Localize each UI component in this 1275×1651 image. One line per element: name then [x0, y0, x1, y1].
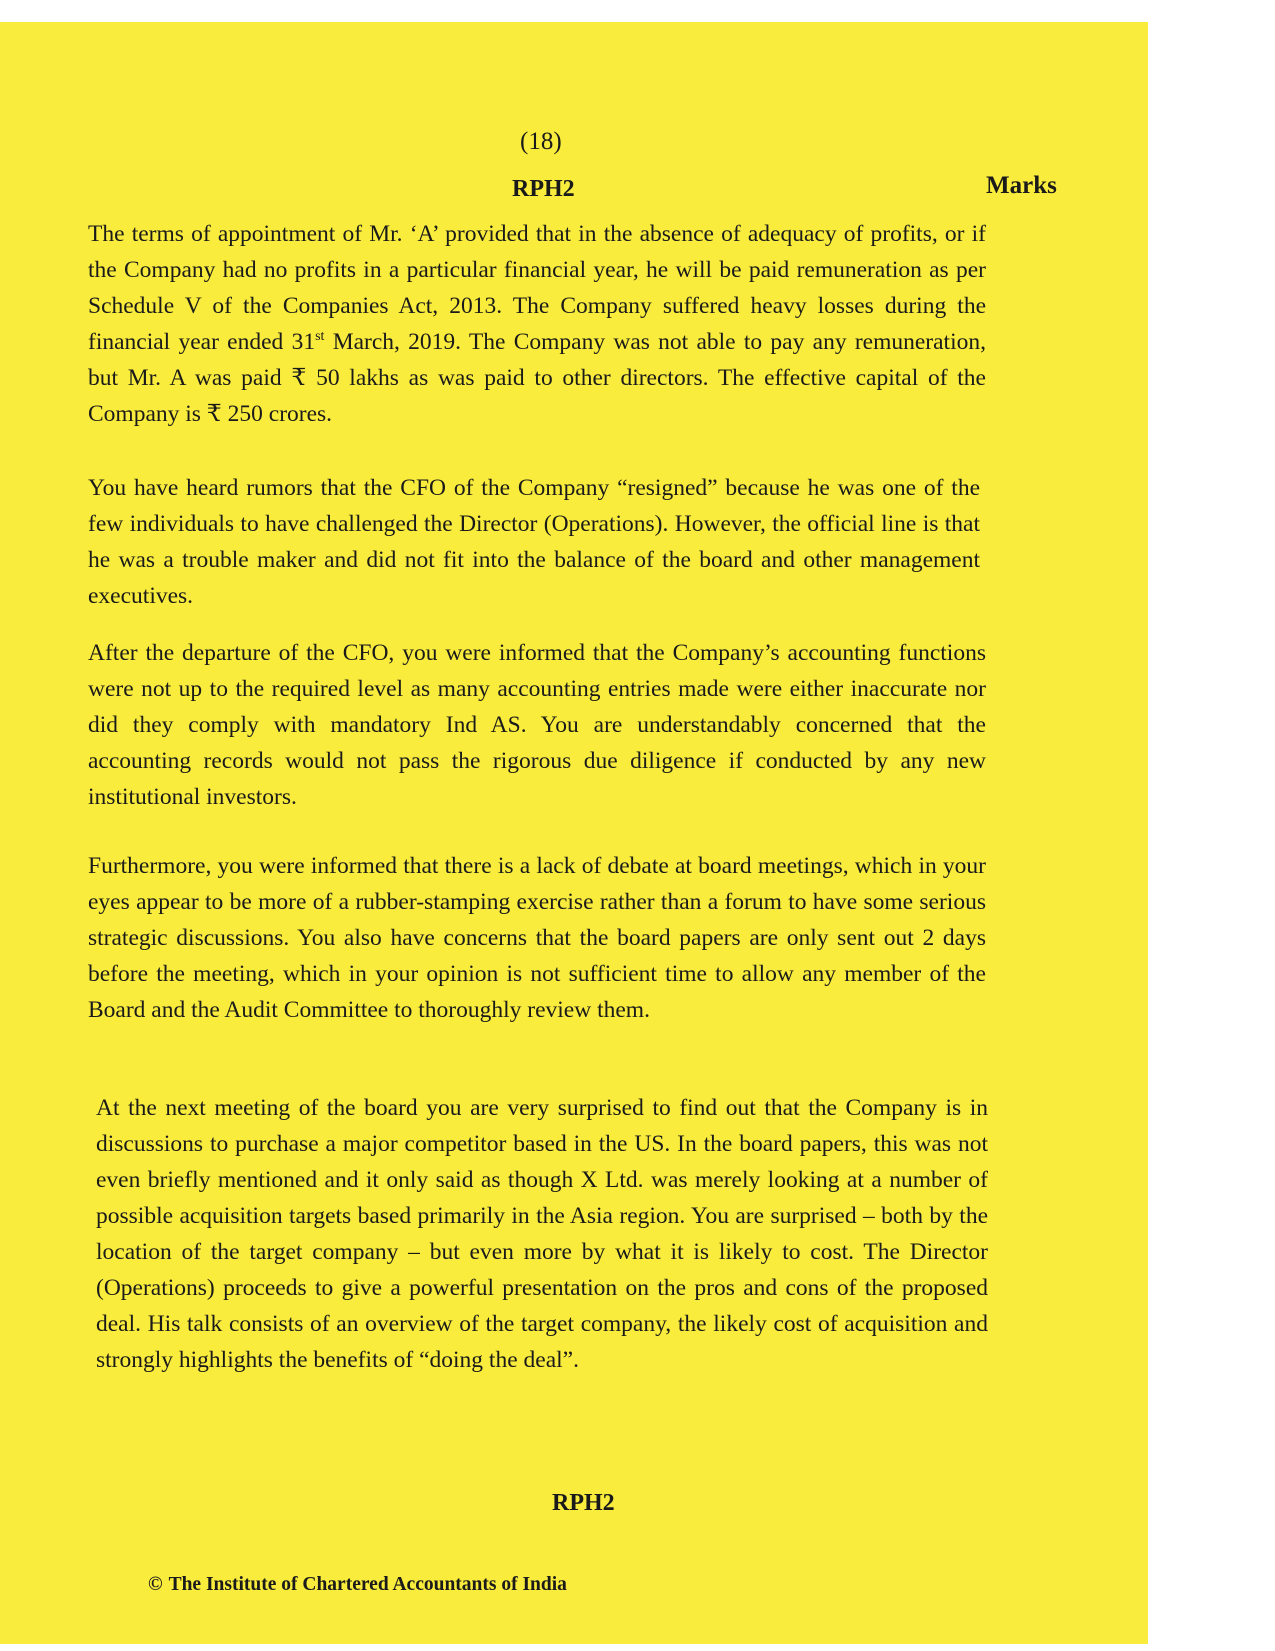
marks-column-label: Marks	[986, 172, 1057, 199]
paragraph-accounting-functions: After the departure of the CFO, you were informed that the Company’s accounting functions were not up to the required level as many accounting entries made were either inaccurate nor did they comply with mandatory Ind AS. You are understandably concerned that the accounting records would not pass the rigorous due diligence if conducted by any new institutional investors.	[88, 640, 986, 810]
ordinal-superscript: st	[315, 329, 325, 345]
header-paper-code: RPH2	[512, 176, 575, 202]
copyright-notice	[148, 1574, 567, 1596]
paragraph-remuneration	[88, 216, 986, 432]
copyright-icon: ©	[148, 1574, 163, 1595]
paragraph-remuneration-text-2: March, 2019. The Company was not able to pay any remuneration, but Mr. A was paid ₹ 50 lakhs as was paid to other directors. The effective capital of the Company is ₹ 250 crores.	[88, 329, 986, 427]
footer-paper-code: RPH2	[552, 1490, 615, 1516]
copyright-text: The Institute of Chartered Accountants of India	[168, 1574, 567, 1595]
page-number: (18)	[520, 128, 562, 155]
paragraph-remuneration-text-1: The terms of appointment of Mr. ‘A’ provided that in the absence of adequacy of profits, or if the Company had no profits in a particular financial year, he will be paid remuneration as per Schedule V of the Companies Act, 2013. The Company suffered heavy losses during the financial year ended 31	[88, 221, 986, 355]
paragraph-board-meetings: Furthermore, you were informed that there is a lack of debate at board meetings, which in your eyes appear to be more of a rubber-stamping exercise rather than a forum to have some serious strategic discussions. You also have concerns that the board papers are only sent out 2 days before the meeting, which in your opinion is not sufficient time to allow any member of the Board and the Audit Committee to thoroughly review them.	[88, 853, 986, 1023]
paragraph-acquisition: At the next meeting of the board you are very surprised to find out that the Company is in discussions to purchase a major competitor based in the US. In the board papers, this was not even briefly mentioned and it only said as though X Ltd. was merely looking at a number of possible acquisition targets based primarily in the Asia region. You are surprised – both by the location of the target company – but even more by what it is likely to cost. The Director (Operations) proceeds to give a powerful presentation on the pros and cons of the proposed deal. His talk consists of an overview of the target company, the likely cost of acquisition and strongly highlights the benefits of “doing the deal”.	[96, 1095, 988, 1373]
paragraph-cfo-rumors: You have heard rumors that the CFO of the Company “resigned” because he was one of the few individuals to have challenged the Director (Operations). However, the official line is that he was a trouble maker and did not fit into the balance of the board and other management executives.	[88, 475, 980, 609]
